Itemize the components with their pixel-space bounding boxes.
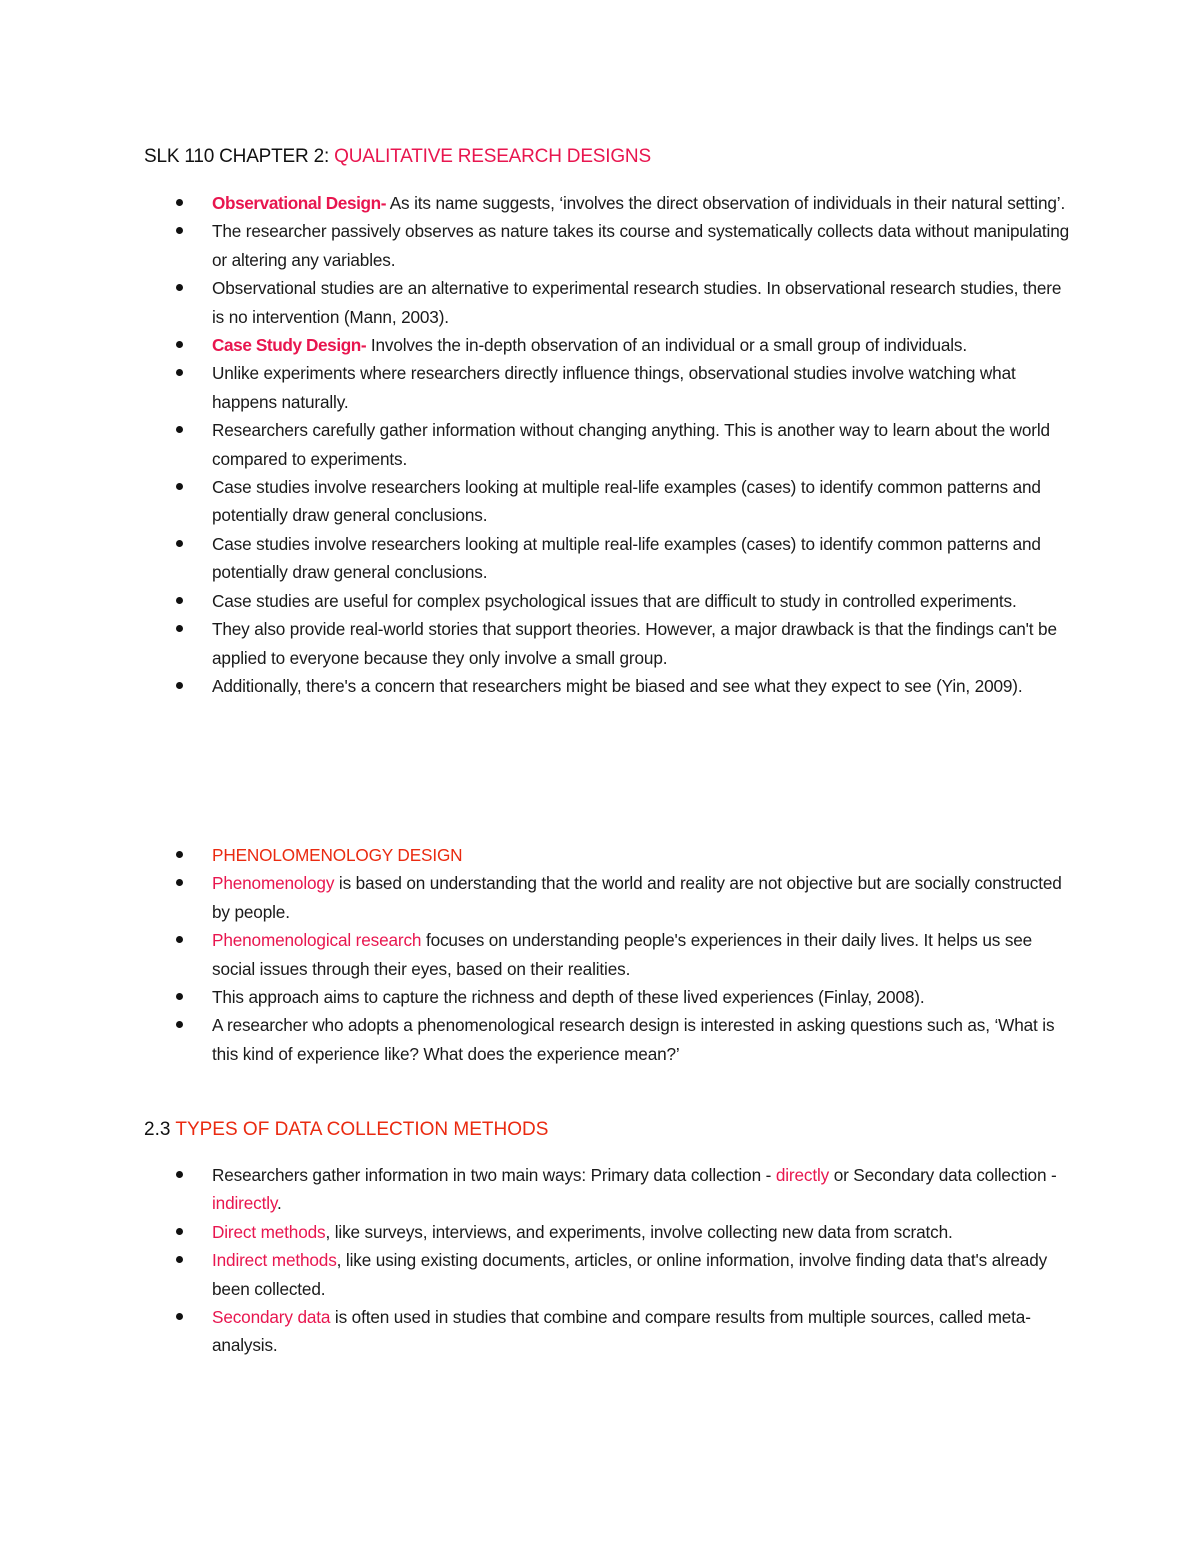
bullet-icon (176, 199, 183, 206)
bullet-icon (176, 936, 183, 943)
list-item (0, 416, 1072, 473)
item-text: The researcher passively observes as nature takes its course and systematically collects data without manipulating or altering any variables. (212, 221, 1070, 270)
bullet-icon (176, 879, 183, 886)
term-direct-methods: Direct methods (212, 1221, 326, 1242)
bullet-icon (176, 227, 183, 234)
section-heading-data-collection (144, 1117, 548, 1143)
term-phenomenological-research: Phenomenological research (212, 930, 422, 951)
list-item (0, 869, 1072, 926)
item-text: is often used in studies that combine and compare results from multiple sources, called meta-analysis. (212, 1307, 1031, 1356)
bullet-icon (176, 851, 183, 858)
list-item-heading (0, 841, 1072, 869)
item-text: Case studies are useful for complex psychological issues that are difficult to study in controlled experiments. (212, 590, 1017, 611)
item-text: Case studies involve researchers looking at multiple real-life examples (cases) to identify common patterns and potentially draw general conclusions. (212, 533, 1041, 583)
bullet-icon (176, 625, 183, 632)
bullet-icon (176, 682, 183, 689)
bullet-icon (176, 1171, 183, 1178)
list-item (0, 1218, 1072, 1246)
item-text: Researchers gather information in two main ways: Primary data collection - (212, 1165, 776, 1185)
item-text: Researchers carefully gather information without changing anything. This is another way to learn about the world compared to experiments. (212, 420, 1050, 469)
term-directly: directly (775, 1165, 830, 1185)
title-course-chapter: SLK 110 CHAPTER 2: (144, 146, 335, 167)
item-text: or Secondary data collection - (829, 1165, 1057, 1185)
bullet-list-phenomenology (0, 841, 1200, 1068)
term-observational-design: Observational Design- (212, 193, 387, 213)
list-item (0, 615, 1072, 672)
item-text: , like surveys, interviews, and experiments, involve collecting new data from scratch. (325, 1221, 953, 1242)
bullet-list-research-designs (0, 189, 1200, 700)
bullet-icon (176, 597, 183, 604)
item-text: , like using existing documents, articles, or online information, involve finding data that's already been collected. (212, 1250, 1048, 1299)
item-text: A researcher who adopts a phenomenological research design is interested in asking questions such as, ‘What is this kind of experience like? What does the experience mean?’ (212, 1015, 1055, 1064)
phenomenology-heading: PHENOLOMENOLOGY DESIGN (212, 845, 463, 865)
bullet-icon (176, 341, 183, 348)
bullet-list-data-collection (0, 1161, 1200, 1360)
term-indirect-methods: Indirect methods (212, 1250, 337, 1271)
item-text: Unlike experiments where researchers directly influence things, observational studies involve watching what happens naturally. (212, 363, 1016, 412)
item-text: Case studies involve researchers looking at multiple real-life examples (cases) to identify common patterns and potentially draw general conclusions. (212, 477, 1041, 526)
list-item (0, 217, 1072, 274)
list-item (0, 587, 1072, 615)
bullet-icon (176, 1228, 183, 1235)
list-item (0, 1161, 1072, 1218)
bullet-icon (176, 426, 183, 433)
term-indirectly: indirectly (212, 1193, 278, 1214)
term-phenomenology: Phenomenology (212, 873, 335, 894)
list-item (0, 331, 1072, 359)
item-text: As its name suggests, ‘involves the direct observation of individuals in their natural setting’. (386, 193, 1066, 213)
term-secondary-data: Secondary data (212, 1307, 331, 1328)
list-item (0, 189, 1072, 217)
list-item (0, 1303, 1072, 1360)
bullet-icon (176, 1313, 183, 1320)
item-text: is based on understanding that the world and reality are not objective but are socially constructed by people. (212, 873, 1062, 922)
bullet-icon (176, 483, 183, 490)
item-text: Additionally, there's a concern that researchers might be biased and see what they expect to see (Yin, 2009). (212, 675, 1023, 696)
list-item (0, 473, 1072, 530)
item-text: focuses on understanding people's experiences in their daily lives. It helps us see social issues through their eyes, based on their realities. (212, 930, 1033, 979)
title-topic: QUALITATIVE RESEARCH DESIGNS (334, 146, 651, 167)
document-title (144, 144, 651, 170)
list-item (0, 672, 1072, 700)
bullet-icon (176, 540, 183, 547)
list-item (0, 274, 1072, 331)
list-item (0, 926, 1072, 983)
section-number: 2.3 (144, 1119, 176, 1140)
list-item (0, 530, 1072, 587)
bullet-icon (176, 993, 183, 1000)
item-text: Observational studies are an alternative to experimental research studies. In observational research studies, there is no intervention (Mann, 2003). (212, 278, 1062, 327)
list-item (0, 983, 1072, 1011)
list-item (0, 359, 1072, 416)
bullet-icon (176, 1256, 183, 1263)
bullet-icon (176, 284, 183, 291)
bullet-icon (176, 369, 183, 376)
item-text: This approach aims to capture the richness and depth of these lived experiences (Finlay, 2008). (212, 987, 925, 1008)
item-text: They also provide real-world stories that support theories. However, a major drawback is that the findings can't be applied to everyone because they only involve a small group. (212, 619, 1057, 668)
item-text: Involves the in-depth observation of an individual or a small group of individuals. (366, 335, 967, 356)
term-case-study-design: Case Study Design- (212, 335, 367, 356)
bullet-icon (176, 1021, 183, 1028)
list-item (0, 1246, 1072, 1303)
section-title: TYPES OF DATA COLLECTION METHODS (175, 1119, 549, 1140)
list-item (0, 1011, 1072, 1068)
item-text: . (277, 1193, 282, 1214)
